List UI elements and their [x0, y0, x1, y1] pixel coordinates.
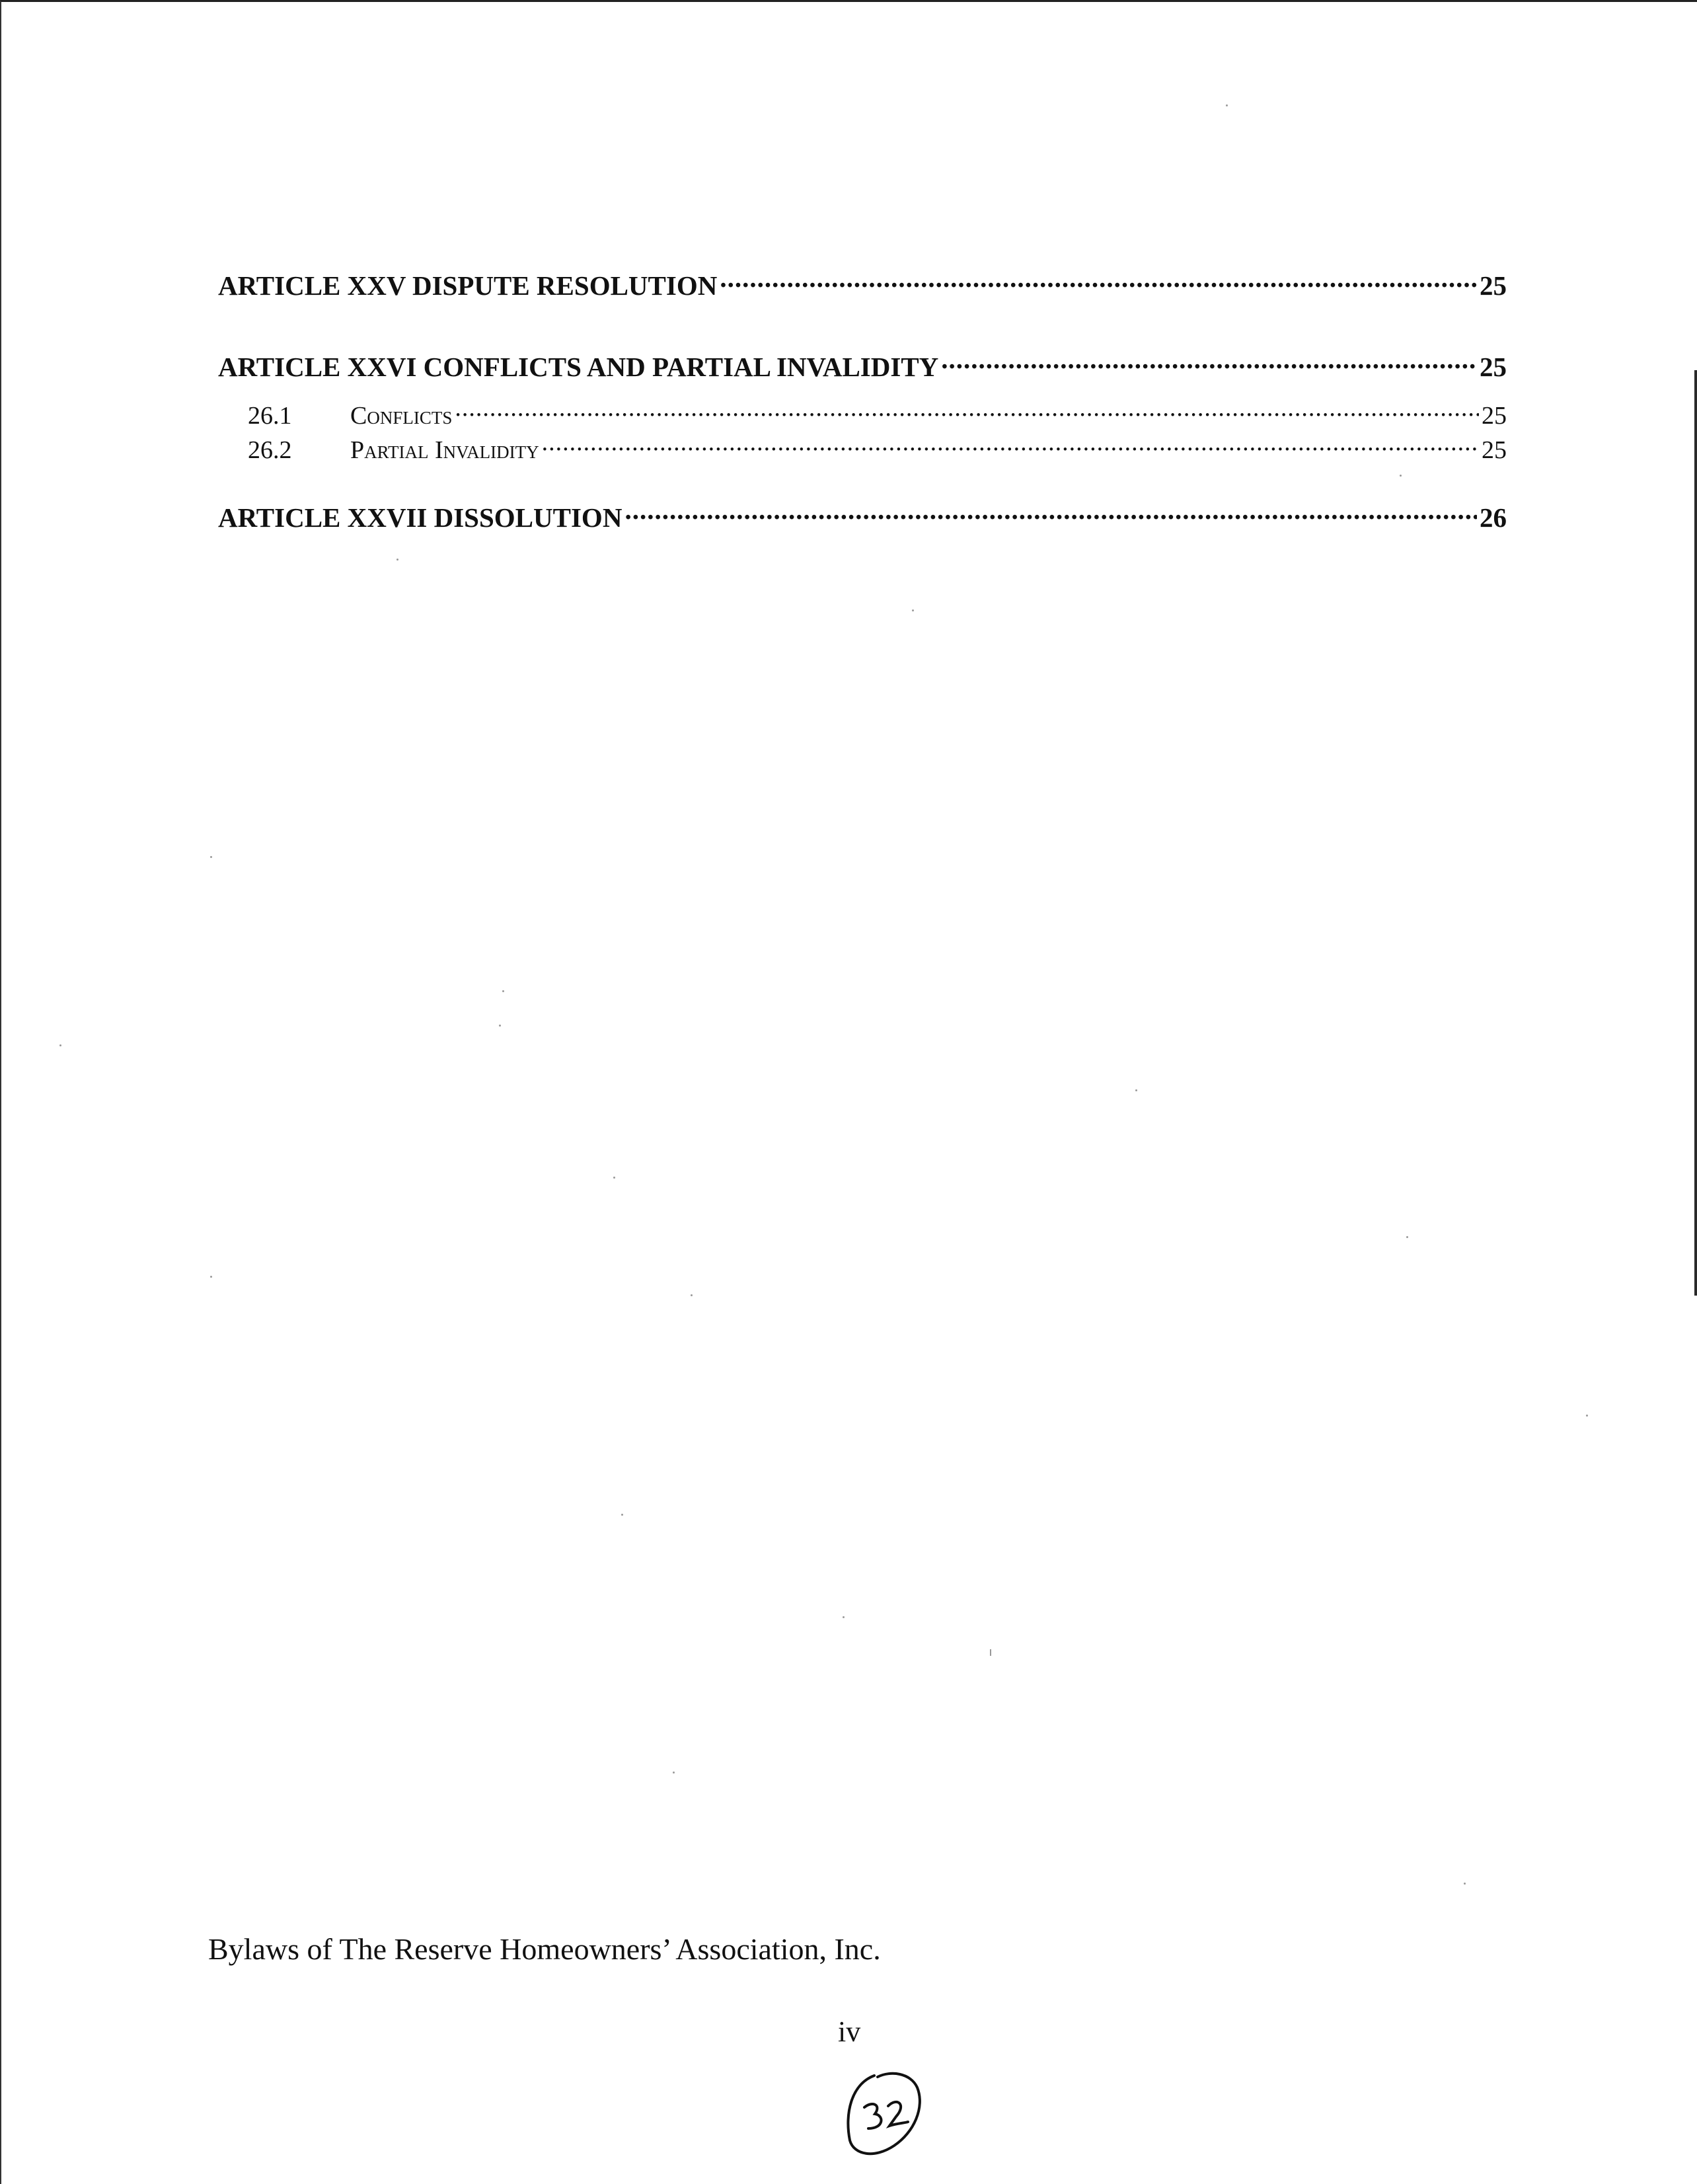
dot-leader — [624, 500, 1477, 527]
toc-page-number: 25 — [1480, 352, 1507, 382]
toc-article-27 — [218, 500, 1507, 533]
toc-article-title: ARTICLE XXVII DISSOLUTION — [218, 502, 622, 533]
scan-edge — [1694, 370, 1697, 1296]
toc-page-number: 25 — [1482, 402, 1507, 430]
footer-page-number: iv — [838, 2015, 861, 2048]
toc-section-number: 26.2 — [248, 436, 292, 464]
toc-section-26-1 — [218, 399, 1507, 430]
toc-article-title: ARTICLE XXV DISPUTE RESOLUTION — [218, 270, 718, 301]
dot-leader — [455, 399, 1479, 424]
dot-leader — [941, 349, 1477, 376]
toc-page-number: 25 — [1482, 436, 1507, 464]
toc-section-26-2 — [218, 433, 1507, 465]
toc-article-title: ARTICLE XXVI CONFLICTS AND PARTIAL INVALIDITY — [218, 352, 939, 382]
toc-section-number: 26.1 — [248, 402, 292, 430]
toc-article-26 — [218, 349, 1507, 383]
toc-article-25 — [218, 268, 1507, 301]
toc-section-title: Partial Invalidity — [350, 436, 539, 464]
toc-section-title: Conflicts — [350, 402, 453, 430]
toc-page-number: 26 — [1480, 502, 1507, 533]
dot-leader — [720, 268, 1477, 295]
toc-page-number: 25 — [1480, 270, 1507, 301]
dot-leader — [542, 433, 1479, 458]
footer-document-title: Bylaws of The Reserve Homeowners’ Association, Inc. — [208, 1932, 881, 1966]
handwritten-page-mark-icon — [838, 2068, 930, 2160]
